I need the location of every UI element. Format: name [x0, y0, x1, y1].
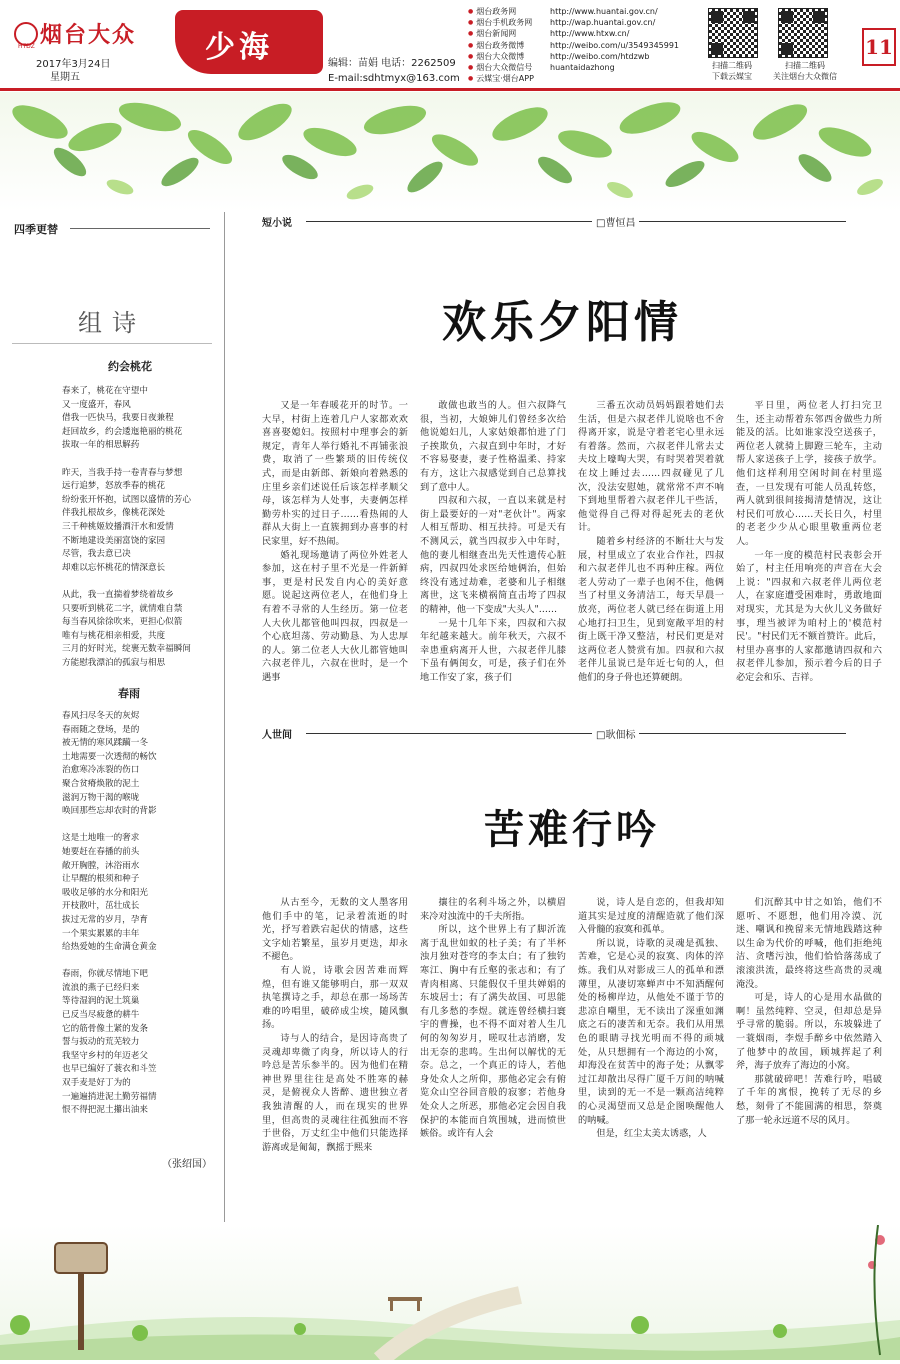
- poem-group-heading: 组诗: [78, 309, 146, 337]
- media-link-url[interactable]: huantaidazhong: [550, 63, 615, 73]
- paragraph: 所以说，诗歌的灵魂是孤独、苦难，它是心灵的寂寞、肉体的淬炼。我们从对影成三人的孤单和漂薄里，从凄切寒蝉声中不知酒醒何处的杨柳岸边，从他处不谨于节的悲凉自嘲里，无不读出了深重如渊底之石的凄苦和无奈。我们从用黑色的眼睛寻找光明而不得的顽城处，从只想拥有一个海边的小窝，却海没在贫苦中的海子处；从飘零过江却散出尽得广厦千万间的呐喊里，读到的无一不是一颗高洁纯粹的心灵渴望而又总是企图唤醒他人的呐喊。: [578, 937, 724, 1126]
- media-link-name: ● 烟台新闻网: [468, 28, 550, 39]
- date-text: 2017年3月24日: [36, 59, 111, 70]
- media-link-name: ● 烟台手机政务网: [468, 17, 550, 28]
- poem-title: 约会桃花: [108, 360, 152, 373]
- poem-author: （张绍国）: [162, 1159, 212, 1170]
- media-link-url[interactable]: http://wap.huantai.gov.cn/: [550, 18, 656, 28]
- story-body: [262, 399, 882, 684]
- qr-code-wechat: [778, 8, 828, 58]
- story-byline: □曹恒昌: [592, 214, 639, 229]
- leaf-garland-icon: [0, 92, 900, 212]
- paragraph: 有人说，诗歌会因苦难而辉煌，但有谁又能够明白，那一双双执笔撰诗之手，却总在那一场场苦难的吟唱里，破碎成尘埃，随风飘扬。: [262, 964, 408, 1031]
- paragraph: 又是一年春暖花开的时节。一大早，村街上连着几户人家都欢欢喜喜娶媳妇。按照村中理事会的新规定，青年人举行婚礼不再铺张浪费，取消了一些繁琐的旧传统仪式，而是由新郎、新娘向着熟悉的庄里乡亲们述说任后该怎样孝顺父母，该怎样为人处事，夫妻俩怎样勤劳朴实的过日子……看热闹的人群从大街上一直簇拥到办喜事的村民家里，好不热闹。: [262, 400, 408, 547]
- paragraph: 一晃十几年下来，四叔和六叔年纪越来越大。前年秋天，六叔不幸患重病离开人世，六叔老伴儿膝下虽有俩闺女，可是，孩子们在外地工作安了家，孩子们: [420, 617, 566, 683]
- media-link-url[interactable]: http://www.huantai.gov.cn/: [550, 7, 658, 16]
- editor-line: 编辑：苗娟 电话：2262509: [328, 58, 456, 69]
- logo-subtext: HTDZ: [18, 43, 35, 50]
- qr-caption-line: 扫描二维码: [712, 61, 752, 70]
- story-column: [578, 399, 724, 684]
- qr-caption-line: 关注烟台大众微信: [773, 72, 837, 81]
- paragraph: 一年一度的模范村民表彰会开始了，村主任用响亮的声音在大会上说："四叔和六叔老伴儿两位老人，在家庭遭受困难时，勇敢地面对现实，尤其是为大伙儿义务做好事，理当被评为咱村上的'模范村民'。"村民们无不额首赞许。此后，村里办喜事的人家都邀请四叔和六叔老伴儿参加，预示着今后的日子必定会和乐、吉祥。: [736, 549, 882, 683]
- media-link-row: [468, 17, 679, 28]
- leaves-illustration: [0, 92, 900, 212]
- media-link-name: ● 烟台政务网: [468, 6, 550, 17]
- story-category: 短小说: [262, 218, 292, 229]
- media-link-row: [468, 40, 679, 51]
- qr-caption-line: 扫描二维码: [785, 61, 825, 70]
- masthead-rule: [0, 88, 900, 91]
- masthead: [0, 0, 900, 92]
- paragraph: 三番五次动员妈妈跟着她们去生活，但是六叔老伴儿说啥也不舍得离开家，说是守着老宅心里永远有着落。然而，六叔老伴儿常去丈夫坟上嚎啕大哭，有时哭着哭着就在坟上睡过去……四叔碰见了几次，没法安慰她，就常常不声不响下到地里帮着六叔老伴儿干些活，他觉得自己得对得起死去的老伙计。: [578, 400, 724, 534]
- countryside-illustration-icon: [0, 1225, 900, 1360]
- media-link-row: [468, 73, 679, 84]
- paragraph: 但是，红尘太美太诱惑，人: [596, 1128, 707, 1140]
- column-label: 四季更替: [14, 223, 58, 236]
- qr-code-app: [708, 8, 758, 58]
- issue-date: [36, 58, 111, 84]
- poem-body: 春来了，桃花在守望中 又一度盛开，春风 借我一匹快马，我要日夜兼程 赶回故乡，约会逶迤艳丽的桃花 拔取一年的相思解药 昨天，当我手持一卷青春与梦想 远行追梦，怒放季春的桃花 纷纷张开怀抱，试图以盛情的芳心 伴我扎根故乡，像桃花深处 三千种桃姬姣播酒汗水和爱情 不断地建设美丽富饶的家园 尽管，我去意已决 却难以忘怀桃花的情深意长 从此，我一直揣着梦绕着故乡 只要听到桃花二字，就情难自禁 每当春风徐徐吹来，更担心似箭 唯有与桃花相亲相爱，共度 三月的好时光，绽裹无数幸福瞬间 方能慰我漂泊的孤寂与相思: [62, 386, 191, 668]
- story-category: 人世间: [262, 730, 292, 741]
- story-column: [420, 896, 566, 1154]
- paragraph: 敢做也敢当的人。但六叔降气很，当初，大娘婶儿们曾经多次给他说媳妇儿，人家姑娘都怕进了门子挨欺负，六叔直到中年时，才好不容易娶妻，妻子性格温柔、持家有方，这让六叔感觉到自己总算找到了意中人。: [420, 400, 566, 493]
- story-column: [262, 896, 408, 1154]
- paragraph: 所以，这个世界上有了脚沂流离于乱世如蚁的杜子美；有了半杯浊月独对苍穹的李太白；有了独钓寒江、胸中有丘壑的张志和；有了青肉相离、只能假仅千里共婵娟的东坡居士；有了满失故国、可思能有几多愁的李煜。就连曾经横扫寰宇的曹操，也不得不面对着人生几何的匆匆岁月，嗟叹壮志消磨，发出无奈的悲鸣。生出何以解忧的无奈。总之，一个真正的诗人，若他身处众人之所仰，那他必定会有俯览众山空谷回音般的寂寥；若他身处众人之所恶，那他必定会因自我保护的本能而自筑围城，进而愤世嫉俗。或许有人会: [420, 924, 566, 1140]
- media-link-name: ● 云媒宝·烟台APP: [468, 73, 550, 84]
- paragraph: 诗与人的结合，是因诗高贵了灵魂却卑微了肉身，所以诗人的行吟总是苦乐参半的。因为他们在精神世界里往往是高处不胜寒的赫灵，是俯视众人皆醉、遗世独立者我独清醒的人，而在现实的世界里，但高贵的灵魂往往孤独而不容于世俗，万丈红尘中他们只能选择游离或是匍匐，飘摇于熙来: [262, 1032, 408, 1153]
- column-divider: [224, 212, 225, 1222]
- story-rule: [306, 733, 846, 734]
- story-headline: 欢乐夕阳情: [442, 297, 682, 348]
- story-column: [578, 896, 724, 1154]
- editor-info: [328, 56, 460, 86]
- media-link-url[interactable]: http://weibo.com/u/3549345991: [550, 40, 680, 50]
- paragraph: 从古至今，无数的文人墨客用他们手中的笔，记录着流逝的时光，抒写着跌宕起伏的情感，这些文字灿若繁星，虽岁月更迭，却永不褪色。: [262, 897, 408, 963]
- story-rule: [306, 221, 846, 222]
- media-link-url[interactable]: http://www.htxw.cn/: [550, 29, 630, 39]
- paragraph: 可是，诗人的心是用水晶做的啊！虽然纯粹、空灵，但却总是异乎寻常的脆弱。所以，东坡躲进了一蓑烟雨，李煜手醉乡中依然踏入了他梦中的故国，顾城挥起了利斧，海子放弃了海边的小窝。: [736, 992, 882, 1072]
- bottom-illustration: [0, 1225, 900, 1360]
- paragraph: 攘往的名利斗场之外，以横眉来冷对浊流中的千夫所指。: [420, 897, 566, 922]
- story-column: [420, 399, 566, 684]
- story-headline: 苦难行吟: [484, 806, 660, 853]
- section-name: 少海: [205, 30, 273, 65]
- weekday-text: 星期五: [50, 72, 80, 83]
- qr-caption-wechat: [767, 60, 843, 82]
- media-link-row: [468, 28, 679, 39]
- paragraph: 平日里，两位老人打扫完卫生，还主动帮着东邻西舍做些力所能及的活。比如谁家没空送孩子，两位老人就骑上脚蹬三轮车，主动帮人家送孩子上学，接孩子放学。他们这样利用空闲时间在村里巡查，一旦发现有可能人员乱转悠，两人就到很间接揭清楚情况，这让村民们可放心……天长日久，村里的老老少少从心眼里敬重两位老人。: [736, 400, 882, 547]
- paragraph: 们沉醉其中甘之如饴，他们不愿听、不愿想，他们用冷漠、沉迷、嘲讽和挽留来无情地践踏这种以生命为代价的呼喊，他们拒绝纯洁、贪嗜污浊，他们恰恰落荡成了滚滚洪流，最终将这些高贵的灵魂淹没。: [736, 897, 882, 990]
- paragraph: 随着乡村经济的不断壮大与发展，村里成立了农业合作社，四叔和六叔老伴儿也不再种庄稼。两位老人劳动了一辈子也闲不住，他俩当了村里义务清洁工，每天早晨一放亮，两位老人就已经在街道上用心地打扫卫生，见到宽敞平坦的村街上既干净又整洁，村民们更是对这两位老人赞赏有加。四叔和六叔老伴儿虽说已是年近七旬的人，但他们的身子骨也还算硬朗。: [578, 535, 724, 683]
- paragraph: 说，诗人是自恋的，但我却知道其实是过度的清醒造就了他们深入骨髓的寂寞和孤单。: [578, 897, 724, 936]
- poem-title: 春雨: [118, 687, 140, 700]
- media-link-name: ● 烟台大众微信号: [468, 62, 550, 73]
- story-body: [262, 896, 882, 1154]
- media-link-row: [468, 51, 679, 62]
- heading-rule: [12, 343, 212, 344]
- media-links: [468, 6, 679, 84]
- poem-column: [12, 215, 212, 1215]
- column-label-rule: [70, 228, 210, 229]
- qr-caption-app: [697, 60, 767, 82]
- paragraph: 四叔和六叔，一直以来就是村街上最要好的一对"老伙计"。两家人相互帮助、相互扶持。可是天有不测风云，就当四叔步入中年时，他的妻儿相继查出先天性遗传心脏病，四叔四处求医给她俩治，但始终没有逃过劫难，老婆和儿子相继离世，这飞来横祸简直击垮了四叔的精神，他一下变成"大头人"……: [420, 495, 566, 615]
- media-link-row: [468, 6, 679, 17]
- media-link-url[interactable]: http://weibo.com/htdzwb: [550, 51, 650, 61]
- story-column: [736, 896, 882, 1154]
- qr-caption-line: 下载云媒宝: [712, 72, 752, 81]
- newspaper-logo: 烟台大众: [40, 22, 137, 48]
- page-number: 11: [862, 28, 896, 66]
- media-link-name: ● 烟台大众微博: [468, 51, 550, 62]
- paragraph: 婚礼现场邀请了两位外姓老人参加，这在村子里不光是一件新鲜事，更是村民发自内心的美好意愿。说起这两位老人，在他们身上有着不寻常的人生经历。第一位老人大伙儿都管他叫四叔，四叔是一个心底坦荡、劳动勤恳、为人忠厚的人。第二位老人大伙儿都管她叫六叔老伴儿，六叔在世时，是一个遇事: [262, 549, 408, 683]
- editor-email: E-mail:sdhtmyx@163.com: [328, 73, 460, 84]
- media-link-row: [468, 62, 679, 73]
- story-column: [262, 399, 408, 684]
- paragraph: 那就破碎吧！苦难行吟，唱破了千年的寓恨，挽转了无尽的乡愁，刻骨了不能圆满的相思，祭奠了那一轮永远道不尽的风月。: [736, 1073, 882, 1126]
- story-byline: □耿佃标: [592, 726, 639, 741]
- media-link-name: ● 烟台政务微博: [468, 40, 550, 51]
- poem-body: 春风扫尽冬天的灰烬 春雨随之登场，是的 被无情的寒风蹂躏一冬 土地需要一次透彻的畅饮 治愈寒冷冻裂的伤口 聚合贫瘠焕散的泥土 滋润万物干渴的喉咙 唤回那些忘却农时的背影 这是土地唯一的奢求 她要赶在春播的前头 敞开胸膛，沐浴雨水 让早醒的根须和种子 吸收足够的水分和阳光 开枝散叶，茁壮成长 拔过无常的岁月，孕育 一个果实累累的丰年 给热爱她的生命满仓黄金 春雨，你就尽情地下吧 流浪的燕子已经归来 等待湿润的泥土筑巢 已反当尽疲惫的耕牛 它的筋骨像土紧的发条 誓与扳动的荒芜较力 我坚守乡村的年迈老父 也早已编好了蓑衣和斗笠 双手麦是好丁为的 一遍遍捎进泥土勤劳福情 恨不得把泥土攥出油来: [62, 711, 157, 1116]
- story-column: [736, 399, 882, 684]
